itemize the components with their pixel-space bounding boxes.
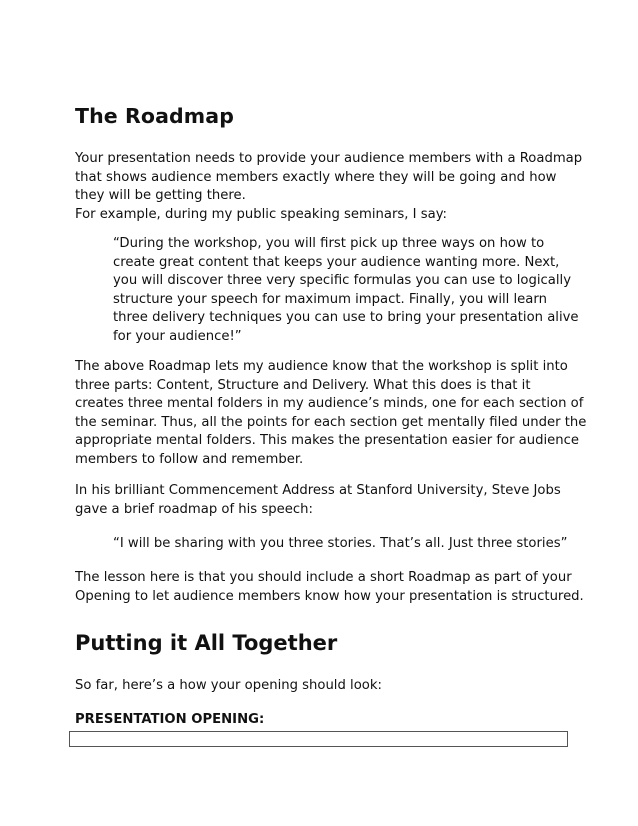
text-line: gave a brief roadmap of his speech: <box>75 501 313 517</box>
presentation-opening-box <box>69 731 568 747</box>
text-line: In his brilliant Commencement Address at Stanford University, Steve Jobs <box>75 483 561 498</box>
quote-line: create great content that keeps your audience wanting more. Next, <box>113 254 560 270</box>
steve-jobs-paragraph <box>75 482 575 519</box>
label-text: PRESENTATION OPENING: <box>75 712 265 727</box>
text-line: Opening to let audience members know how your presentation is structured. <box>75 588 584 604</box>
presentation-opening-label <box>75 711 575 730</box>
text-line: Your presentation needs to provide your audience members with a Roadmap <box>75 151 583 166</box>
roadmap-intro-paragraph <box>75 150 583 224</box>
quote-line: three delivery techniques you can use to bring your presentation alive <box>113 310 579 325</box>
text-line: creates three mental folders in my audience’s minds, one for each section of <box>75 396 584 411</box>
text-line: appropriate mental folders. This makes the presentation easier for audience <box>75 433 579 448</box>
text-line: For example, during my public speaking seminars, I say: <box>75 206 447 222</box>
section-title-roadmap: The Roadmap <box>75 104 234 128</box>
quote-line: “During the workshop, you will first pick up three ways on how to <box>113 236 545 251</box>
opening-intro-paragraph <box>75 677 575 696</box>
quote-line: structure your speech for maximum impact. Finally, you will learn <box>113 291 547 307</box>
steve-jobs-quote <box>113 535 573 554</box>
text-line: the seminar. Thus, all the points for each section get mentally filed under the <box>75 414 587 430</box>
quote-line: for your audience!” <box>113 328 242 344</box>
text-line: they will be getting there. <box>75 188 246 203</box>
workshop-quote <box>113 235 579 346</box>
text-line: So far, here’s a how your opening should look: <box>75 678 382 693</box>
lesson-paragraph <box>75 569 584 606</box>
quote-line: you will discover three very specific formulas you can use to logically <box>113 273 571 288</box>
text-line: that shows audience members exactly where they will be going and how <box>75 169 557 185</box>
section-title-putting-together: Putting it All Together <box>75 631 338 655</box>
quote-line: “I will be sharing with you three stories. That’s all. Just three stories” <box>113 536 568 551</box>
text-line: The above Roadmap lets my audience know that the workshop is split into <box>75 359 568 374</box>
text-line: The lesson here is that you should include a short Roadmap as part of your <box>75 570 572 585</box>
roadmap-explanation-paragraph <box>75 358 587 469</box>
text-line: members to follow and remember. <box>75 451 304 467</box>
text-line: three parts: Content, Structure and Delivery. What this does is that it <box>75 377 531 393</box>
